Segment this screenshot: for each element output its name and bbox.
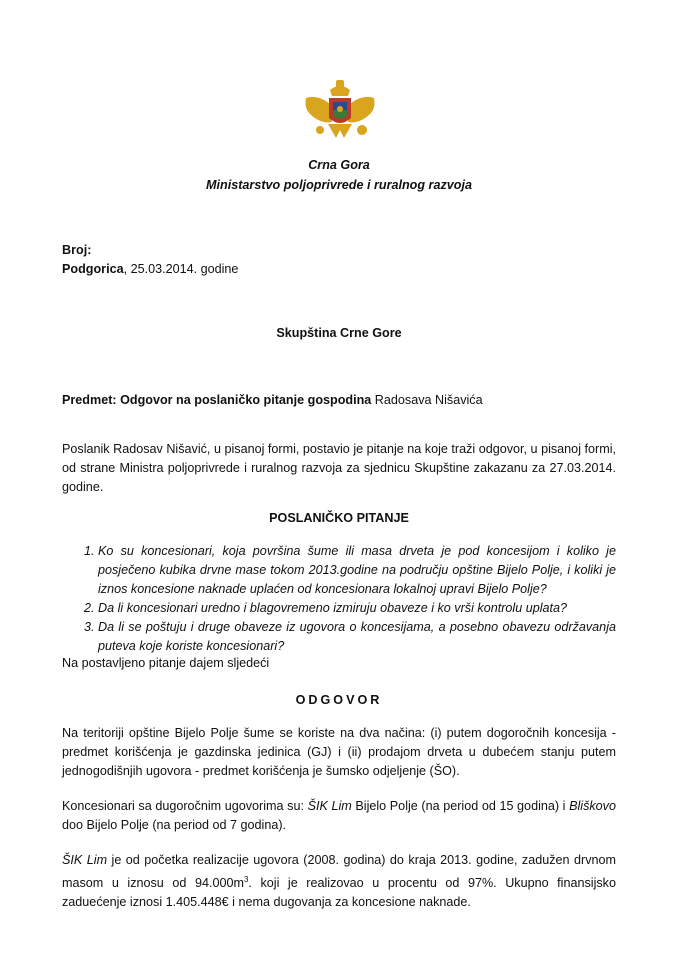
company-name: ŠIK Lim: [62, 853, 108, 867]
answer-paragraph-1: Na teritoriji opštine Bijelo Polje šume se koriste na dva načina: (i) putem dogoročnih koncesija - predmet korišćenja je gazdinska jedinica (GJ) i (ii) prodajom drveta u dubećem stanju putem jednogodišnjih ugovora - predmet korišćenja je šumsko odjeljenje (ŠO).: [62, 726, 616, 778]
question-item: 1. Ko su koncesionari, koja površina šume ili masa drveta je pod koncesijom i koliko je posječeno kubika drvne mase tokom 2013.godine na području opštine Bijelo Polje, i koliki je iznos koncesione naknade uplaćen od koncesionara lokalnoj upravi Bijelo Polje?: [98, 542, 616, 599]
subject-line: [62, 391, 616, 410]
recipient: Skupština Crne Gore: [276, 326, 402, 340]
subject-label: Predmet: Odgovor na poslaničko pitanje gospodina: [62, 393, 372, 407]
question-item: 3. Da li se poštuju i druge obaveze iz ugovora o koncesijama, a posebno obavezu održavanja puteva koje koriste koncesionari?: [98, 618, 616, 656]
text: je od početka realizacije ugovora (2008. godina) do kraja 2013. godine, zadužen drvnom masom u iznosu od 94.000m: [62, 853, 616, 891]
ministry-name: Ministarstvo poljoprivrede i ruralnog razvoja: [206, 178, 472, 192]
company-name: ŠIK Lim: [307, 799, 352, 813]
place: Podgorica: [62, 262, 124, 276]
date: , 25.03.2014. godine: [123, 262, 239, 276]
superscript: 3: [243, 875, 249, 884]
text: . koji je realizovao u procentu od 97%. Ukupno finansijsko zaduećenje iznosi 1.405.448€ i nema dugovanja za koncesione naknade.: [62, 876, 616, 910]
answer-heading: ODGOVOR: [295, 693, 383, 707]
question-item: 2. Da li koncesionari uredno i blagovremeno izmiruju obaveze i ko vrši kontrolu uplata?: [98, 599, 616, 618]
country-name: Crna Gora: [308, 158, 370, 172]
text: Koncesionari sa dugoročnim ugovorima su:: [62, 799, 308, 813]
text: Bijelo Polje (na period od 15 godina) i: [351, 799, 570, 813]
number-label: Broj:: [62, 243, 92, 257]
company-name: Bliškovo: [569, 799, 616, 813]
answer-paragraph-2: [62, 797, 616, 835]
question-heading: POSLANIČKO PITANJE: [269, 511, 409, 525]
answer-paragraph-3: [62, 851, 616, 912]
question-list: [62, 542, 616, 656]
lead-in: Na postavljeno pitanje dajem sljedeći: [62, 656, 270, 670]
reference-number: [62, 241, 616, 260]
coat-of-arms-emblem: [300, 78, 380, 142]
intro-paragraph: Poslanik Radosav Nišavić, u pisanoj formi, postavio je pitanje na koje traži odgovor, u pisanoj formi, od strane Ministra poljoprivrede i ruralnog razvoja za sjednicu Skupštine zakazanu za 27.03.2014. godine.: [62, 442, 616, 494]
place-date: [62, 260, 616, 279]
subject-name: Radosava Nišavića: [371, 393, 483, 407]
text: doo Bijelo Polje (na period od 7 godina).: [62, 818, 287, 832]
